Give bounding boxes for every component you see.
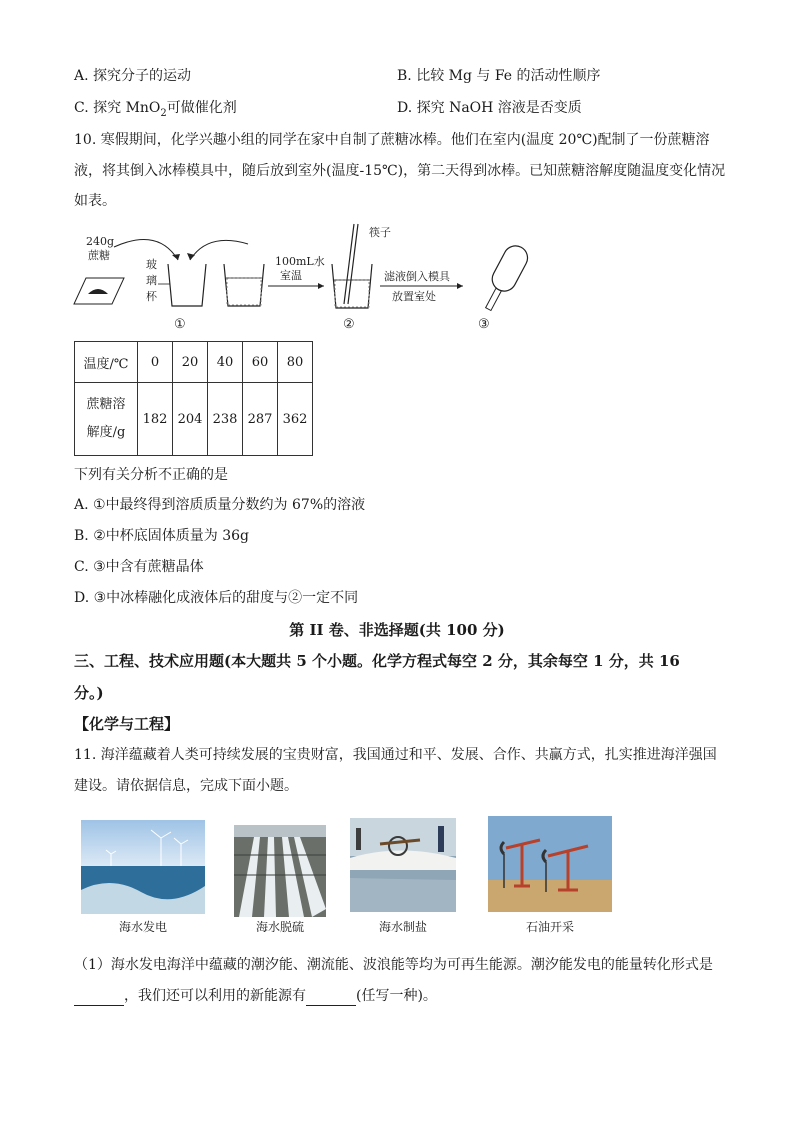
step3-label: ③ [478, 317, 490, 332]
subsection-heading: 【化学与工程】 [74, 715, 180, 733]
table-cell: 60 [243, 342, 278, 383]
table-cell: 182 [138, 383, 173, 456]
photo-caption: 海水发电 [118, 920, 167, 934]
photo-caption: 石油开采 [525, 920, 574, 934]
seawater-desulfurization-photo [234, 825, 326, 917]
question-10-prompt: 下列有关分析不正确的是 [74, 467, 228, 483]
step2-label: ② [343, 317, 355, 332]
sugar-amount-label: 240g [86, 235, 115, 248]
sea-salt-production-photo [350, 818, 456, 912]
photo-caption: 海水制盐 [378, 920, 427, 934]
cup-label-2: 璃 [146, 274, 157, 287]
step1-label: ① [174, 317, 186, 332]
table-cell: 20 [173, 342, 208, 383]
water-cup-icon [224, 264, 264, 306]
question-10-line1: 10. 寒假期间，化学兴趣小组的同学在家中自制了蔗糖冰棒。他们在室内(温度 20℃)配制了一份蔗糖溶 [74, 132, 710, 148]
question-10-line3: 如表。 [74, 193, 116, 209]
table-row [75, 383, 313, 456]
option-9c: C. 探究 MnO$_2$可做催化剂 [74, 100, 237, 119]
section-heading-line2: 分。) [74, 684, 104, 702]
photo-caption: 海水脱硫 [255, 920, 304, 934]
sugar-pile-icon [88, 289, 108, 294]
sugar-name-label: 蔗糖 [88, 249, 110, 262]
question-11-line1: 11. 海洋蕴藏着人类可持续发展的宝贵财富，我国通过和平、发展、合作、共赢方式，扎实推进海洋强国 [74, 747, 717, 763]
arrow-water-to-cup-icon [190, 240, 248, 260]
oil-extraction-photo [488, 816, 612, 912]
table-cell: 40 [208, 342, 243, 383]
option-9d: D. 探究 NaOH 溶液是否变质 [397, 100, 582, 116]
popsicle-icon [478, 242, 532, 315]
question-10-line2: 液，将其倒入冰棒模具中，随后放到室外(温度-15℃)，第二天得到冰棒。已知蔗糖溶解度随温度变化情况 [74, 163, 726, 179]
table-cell: 204 [173, 383, 208, 456]
table-cell: 362 [278, 383, 313, 456]
water-fill-icon [227, 278, 261, 305]
question-11-line2: 建设。请依据信息，完成下面小题。 [74, 778, 298, 794]
temperature-header: 温度/℃ [75, 342, 138, 383]
option-9b: B. 比较 Mg 与 Fe 的活动性顺序 [397, 68, 601, 84]
option-9a: A. 探究分子的运动 [74, 68, 192, 84]
cup-label-3: 杯 [146, 290, 157, 303]
answer-blank[interactable] [74, 991, 124, 1006]
table-cell: 0 [138, 342, 173, 383]
chopsticks-label: 筷子 [369, 226, 391, 239]
question-11-sub1-line1: （1）海水发电海洋中蕴藏的潮汐能、潮流能、波浪能等均为可再生能源。潮汐能发电的能量转化形式是 [74, 957, 713, 973]
arrow-sugar-to-cup-icon [114, 239, 178, 260]
empty-glass-cup-icon [168, 264, 206, 306]
option-10b: B. ②中杯底固体质量为 36g [74, 528, 249, 544]
option-10a: A. ①中最终得到溶质质量分数约为 67%的溶液 [74, 497, 366, 513]
option-10c: C. ③中含有蔗糖晶体 [74, 559, 204, 575]
room-temp-label: 室温 [280, 269, 302, 282]
table-row [75, 342, 313, 383]
wind-turbines-sea-photo [81, 820, 205, 914]
solubility-header: 蔗糖溶 解度/g [75, 383, 138, 456]
place-location-label: 放置室处 [392, 290, 436, 303]
table-cell: 80 [278, 342, 313, 383]
table-cell: 238 [208, 383, 243, 456]
water-amount-label: 100mL水 [275, 255, 325, 268]
pour-into-mold-label: 滤液倒入模具 [384, 270, 450, 283]
option-10d: D. ③中冰棒融化成液体后的甜度与②一定不同 [74, 590, 359, 606]
section-heading-line1: 三、工程、技术应用题(本大题共 5 个小题。化学方程式每空 2 分，其余每空 1 分，共 16 [74, 652, 680, 670]
sucrose-experiment-diagram [68, 222, 538, 337]
answer-blank[interactable] [306, 991, 356, 1006]
cup-label-1: 玻 [146, 258, 157, 271]
solubility-table [74, 341, 313, 456]
question-11-sub1-line2: ，我们还可以利用的新能源有 (任写一种)。 [74, 986, 437, 1006]
table-cell: 287 [243, 383, 278, 456]
section-title: 第 II 卷、非选择题(共 100 分) [289, 621, 505, 639]
